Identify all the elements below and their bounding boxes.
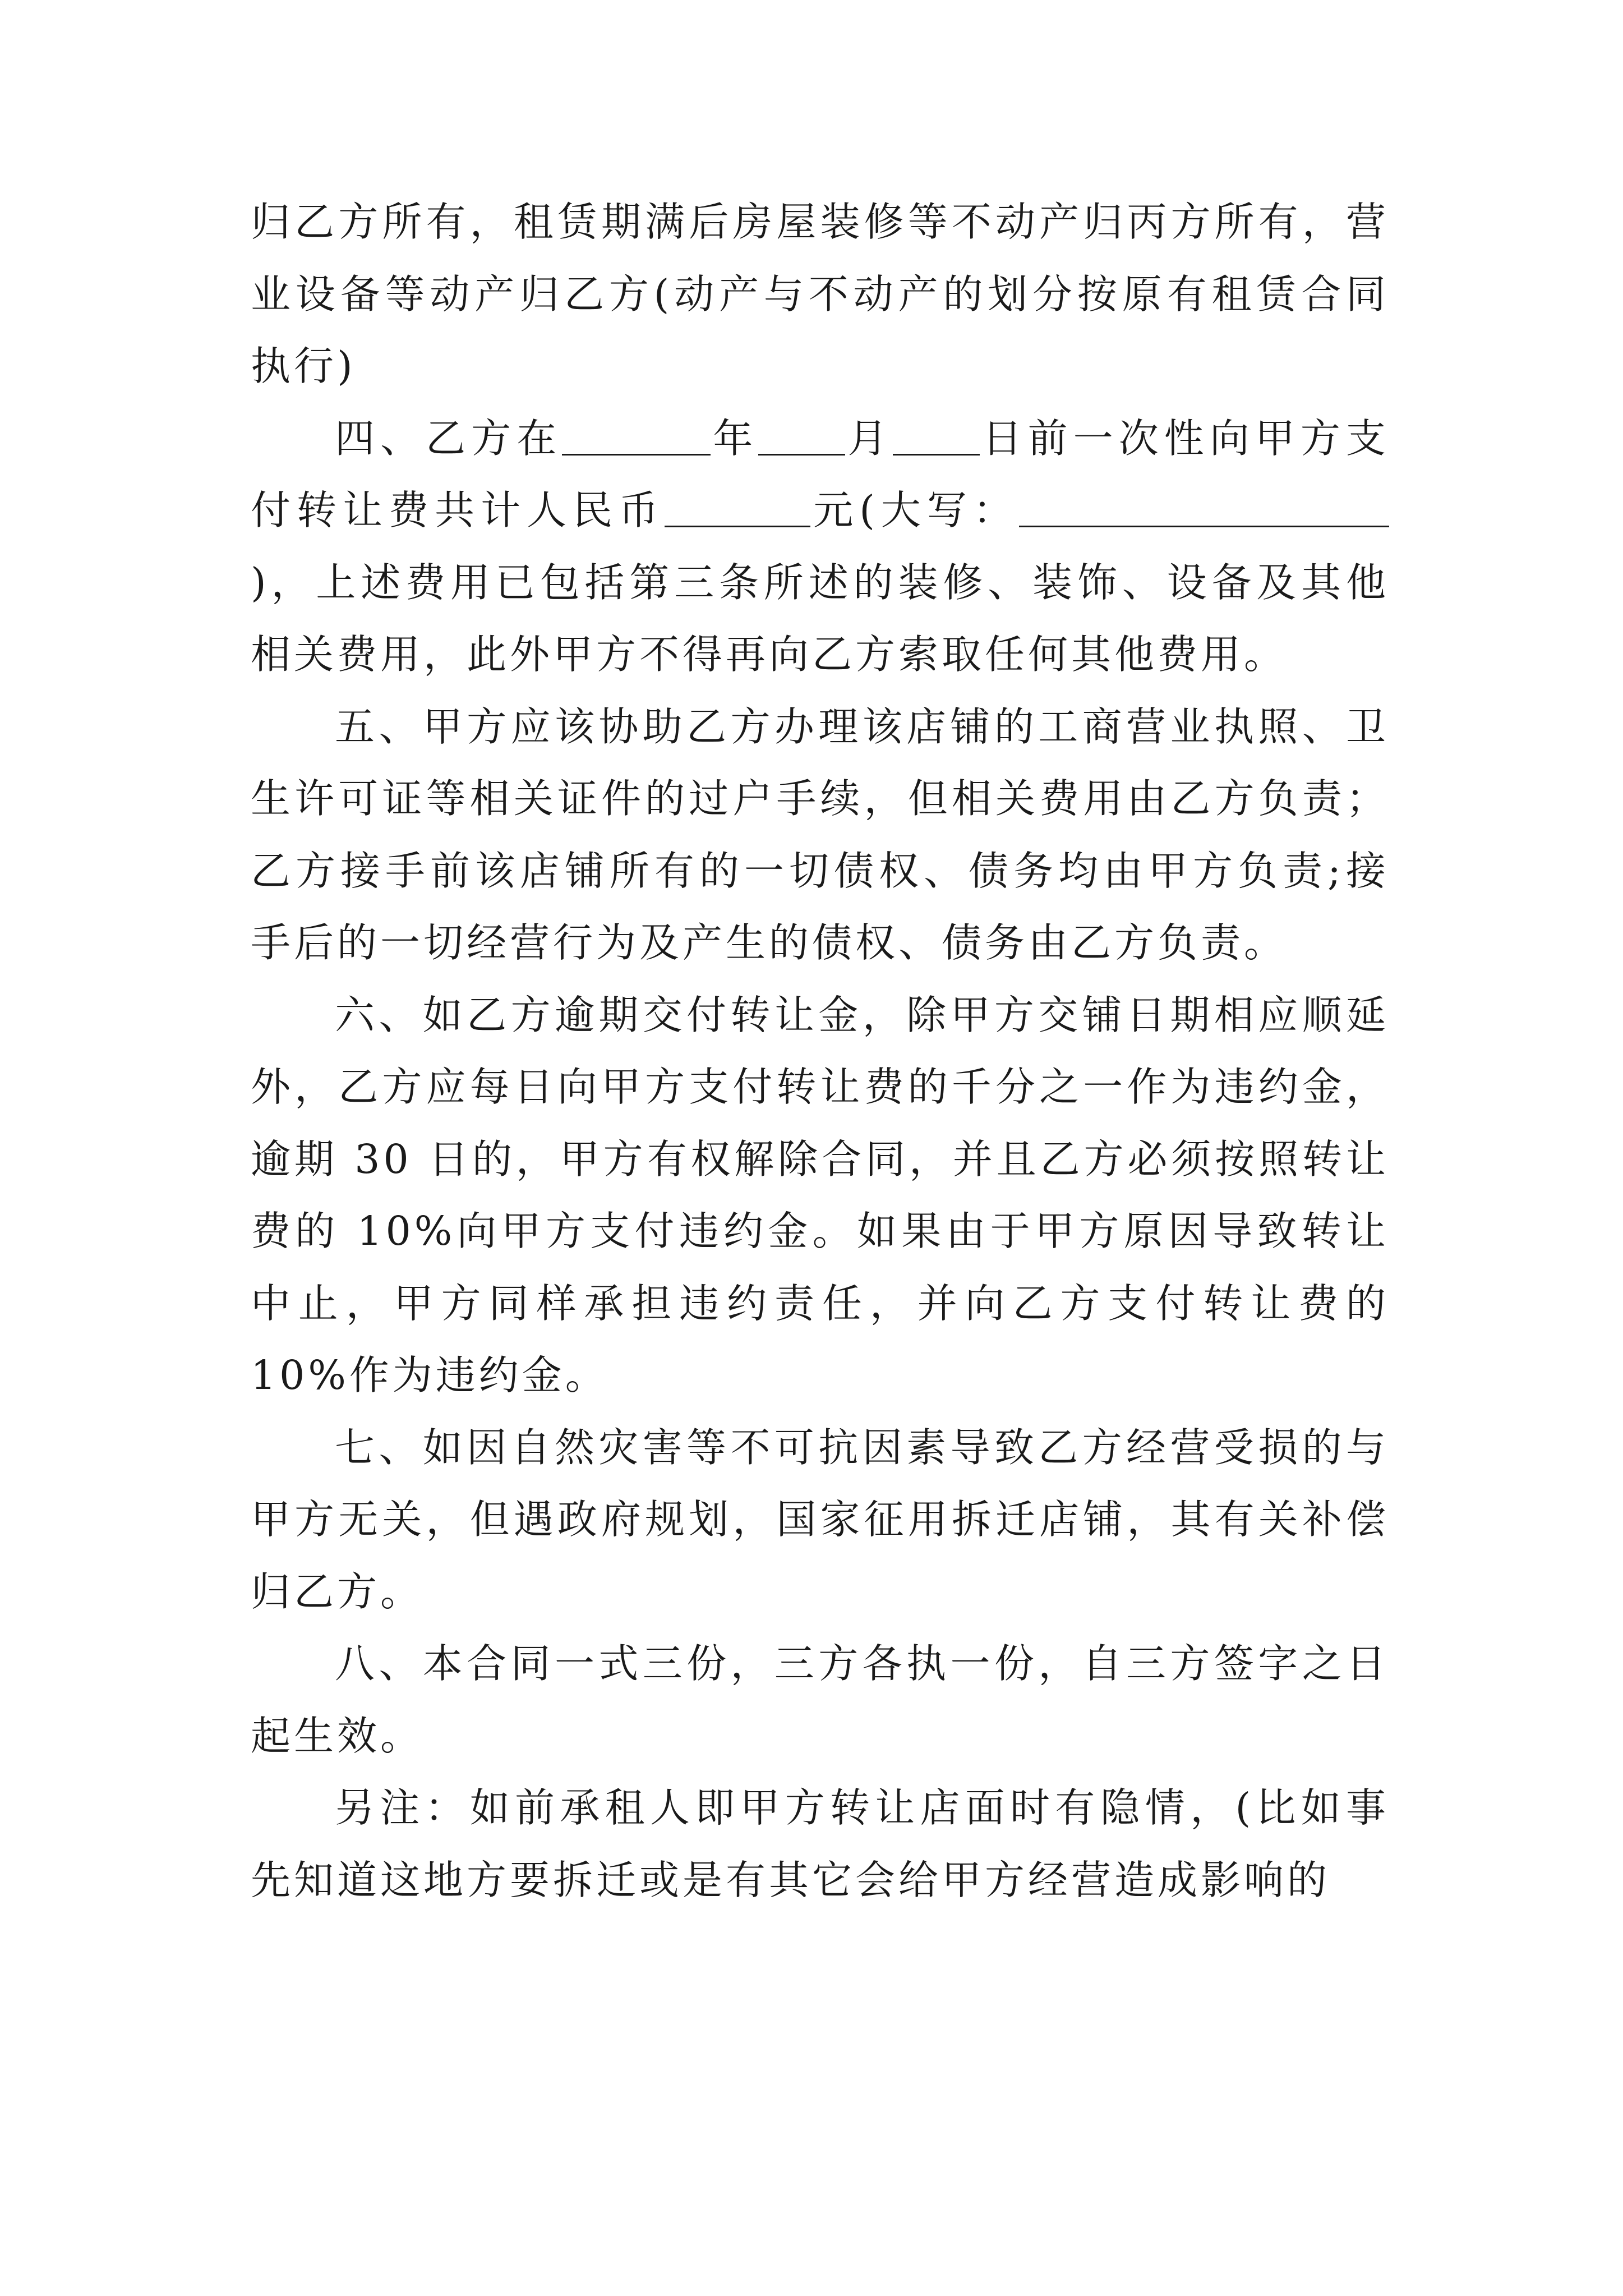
amount-blank — [665, 490, 810, 527]
clause-four-text-4: 日前一次性向甲方支付转让费共计人民币 — [251, 415, 1389, 533]
document-body — [251, 186, 1389, 1916]
amount-in-words-blank — [1019, 490, 1389, 527]
clause-four-text-6: )，上述费用已包括第三条所述的装修、装饰、设备及其他相关费用，此外甲方不得再向乙方索取任何其他费用。 — [251, 559, 1389, 678]
clause-four-text-1: 四、乙方在 — [335, 415, 562, 462]
clause-six-late-payment: 六、如乙方逾期交付转让金，除甲方交铺日期相应顺延外，乙方应每日向甲方支付转让费的千分之一作为违约金，逾期 30 日的，甲方有权解除合同，并且乙方必须按照转让费的 10%向甲方支付违约金。如果由于甲方原因导致转让中止，甲方同样承担违约责任，并向乙方支付转让费的 10%作为违约金。 — [251, 991, 1389, 1398]
day-blank — [893, 418, 980, 455]
clause-four-text-3: 月 — [845, 415, 893, 462]
month-blank — [758, 418, 845, 455]
clause-five-transfer-procedures: 五、甲方应该协助乙方办理该店铺的工商营业执照、卫生许可证等相关证件的过户手续，但相关费用由乙方负责；乙方接手前该店铺所有的一切债权、债务均由甲方负责;接手后的一切经营行为及产生的债权、债务由乙方负责。 — [251, 703, 1389, 966]
clause-eight-copies: 八、本合同一式三份，三方各执一份，自三方签字之日起生效。 — [251, 1640, 1389, 1759]
clause-four-text-5: 元(大写： — [810, 487, 1019, 533]
clause-four-payment — [251, 403, 1389, 691]
paragraph-ownership-continued: 归乙方所有，租赁期满后房屋装修等不动产归丙方所有，营业设备等动产归乙方(动产与不动产的划分按原有租赁合同执行) — [251, 199, 1389, 389]
clause-four-text-2: 年 — [711, 415, 759, 462]
clause-seven-force-majeure: 七、如因自然灾害等不可抗因素导致乙方经营受损的与甲方无关，但遇政府规划，国家征用拆迁店铺，其有关补偿归乙方。 — [251, 1424, 1389, 1615]
year-blank — [562, 418, 711, 455]
additional-note: 另注：如前承租人即甲方转让店面时有隐情，(比如事先知道这地方要拆迁或是有其它会给甲方经营造成影响的 — [251, 1784, 1389, 1903]
